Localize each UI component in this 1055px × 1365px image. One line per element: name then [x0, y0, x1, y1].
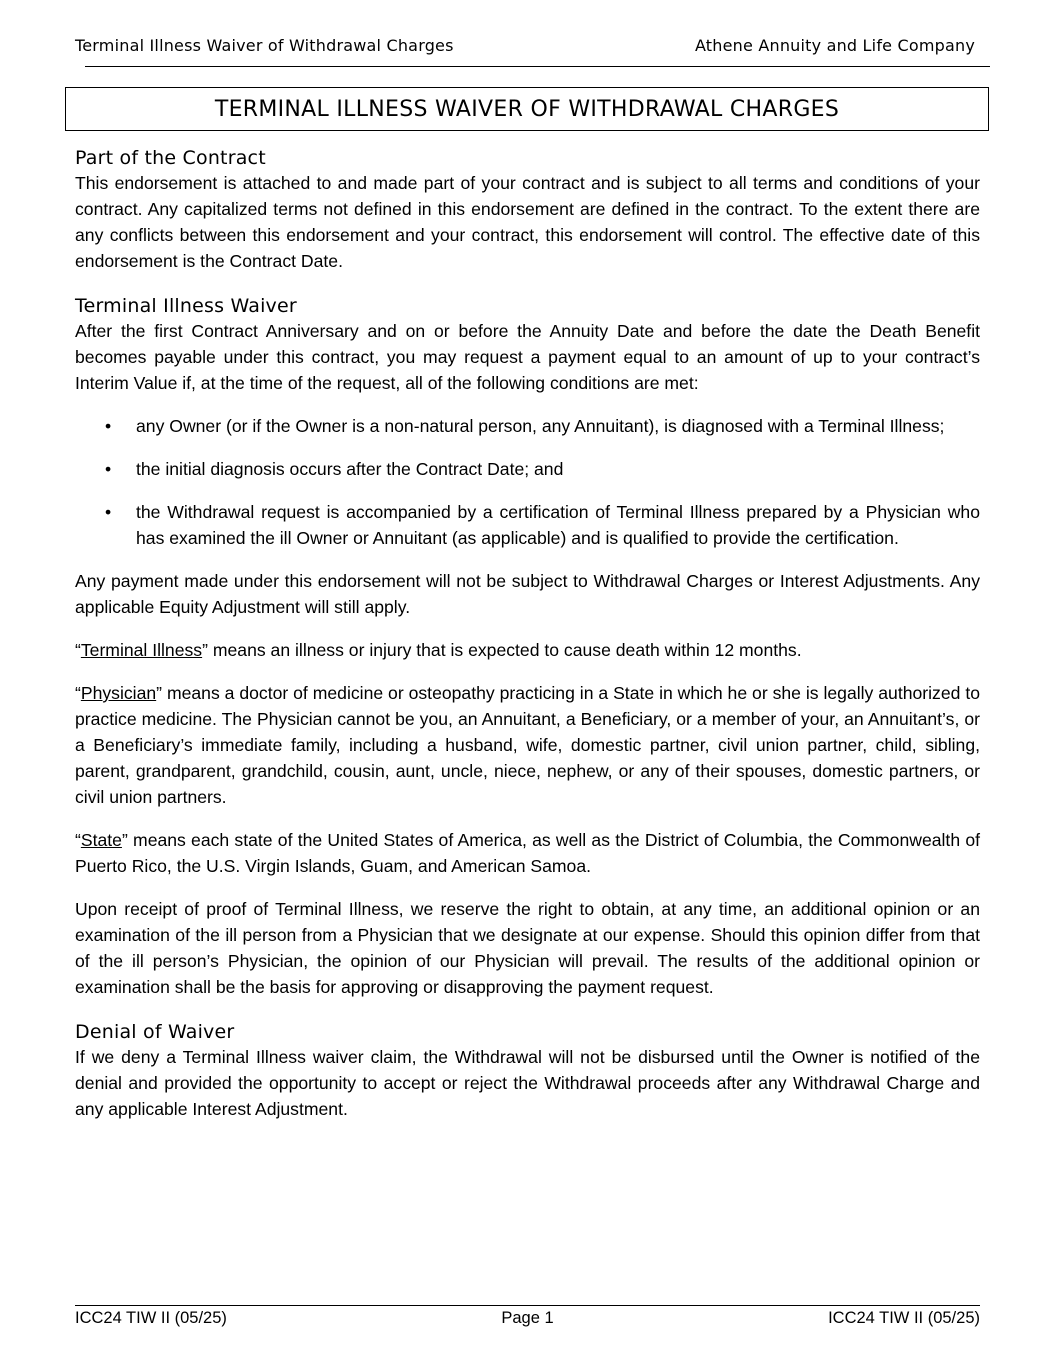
definition-state — [75, 827, 980, 879]
defined-term-state: State — [80, 830, 122, 850]
list-item-text: the Withdrawal request is accompanied by a certification of Terminal Illness prepared by a Physician who has examined the ill Owner or Annuitant (as applicable) and is qualified to provide the certification. — [136, 502, 980, 548]
footer-page-number: Page 1 — [501, 1309, 554, 1327]
bullet-icon: • — [105, 502, 112, 522]
definition-physician — [75, 680, 980, 810]
section-heading-part-of-contract: Part of the Contract — [75, 147, 266, 169]
definition-terminal-illness — [75, 637, 980, 663]
paragraph-waiver-intro: After the first Contract Anniversary and on or before the Annuity Date and before the date the Death Benefit becomes payable under this contract, you may request a payment equal to an amount of up to your contract’s Interim Value if, at the time of the request, all of the following conditions are met: — [75, 321, 980, 393]
definition-text: ” means a doctor of medicine or osteopathy practicing in a State in which he or she is legally authorized to practice medicine. The Physician cannot be you, an Annuitant, a Beneficiary, or a member of your, an Annuitant’s, or a Beneficiary’s immediate family, including a husband, wife, domestic partner, civil union partner, child, sibling, parent, grandparent, grandchild, cousin, aunt, uncle, niece, nephew, or any of their spouses, domestic partners, or civil union partners. — [75, 683, 980, 807]
conditions-list — [75, 413, 980, 551]
section-heading-denial-of-waiver: Denial of Waiver — [75, 1021, 235, 1043]
open-quote: “ — [75, 683, 81, 703]
list-item-text: the initial diagnosis occurs after the Contract Date; and — [136, 459, 564, 479]
paragraph-payment: Any payment made under this endorsement will not be subject to Withdrawal Charges or Interest Adjustments. Any applicable Equity Adjustment will still apply. — [75, 571, 980, 617]
footer-form-number-right: ICC24 TIW II (05/25) — [828, 1309, 980, 1327]
document-title: TERMINAL ILLNESS WAIVER OF WITHDRAWAL CHARGES — [65, 87, 989, 131]
list-item — [75, 413, 980, 439]
footer-form-number-left: ICC24 TIW II (05/25) — [75, 1309, 227, 1327]
header-divider — [85, 66, 990, 67]
footer-divider — [75, 1305, 980, 1306]
defined-term-physician: Physician — [80, 683, 157, 703]
paragraph-denial: If we deny a Terminal Illness waiver claim, the Withdrawal will not be disbursed until the Owner is notified of the denial and provided the opportunity to accept or reject the Withdrawal proceeds after any Withdrawal Charge and any applicable Interest Adjustment. — [75, 1047, 980, 1119]
definition-text: ” means an illness or injury that is expected to cause death within 12 months. — [202, 640, 802, 660]
list-item — [75, 499, 980, 551]
open-quote: “ — [75, 830, 81, 850]
page-footer — [75, 1309, 980, 1331]
list-item — [75, 456, 980, 482]
defined-term-terminal-illness: Terminal Illness — [80, 640, 203, 660]
paragraph-part-of-contract: This endorsement is attached to and made part of your contract and is subject to all terms and conditions of your contract. Any capitalized terms not defined in this endorsement are defined in the contract. To the extent there are any conflicts between this endorsement and your contract, this endorsement will control. The effective date of this endorsement is the Contract Date. — [75, 173, 980, 271]
page-header — [75, 36, 975, 56]
document-body — [75, 146, 980, 1139]
definition-text: ” means each state of the United States of America, as well as the District of Columbia, the Commonwealth of Puerto Rico, the U.S. Virgin Islands, Guam, and American Samoa. — [75, 830, 980, 876]
open-quote: “ — [75, 640, 81, 660]
header-document-title: Terminal Illness Waiver of Withdrawal Charges — [75, 36, 454, 55]
header-company-name: Athene Annuity and Life Company — [694, 36, 975, 55]
list-item-text: any Owner (or if the Owner is a non-natural person, any Annuitant), is diagnosed with a Terminal Illness; — [136, 416, 945, 436]
section-heading-terminal-illness-waiver: Terminal Illness Waiver — [75, 295, 297, 317]
bullet-icon: • — [105, 416, 112, 436]
paragraph-proof: Upon receipt of proof of Terminal Illness, we reserve the right to obtain, at any time, an additional opinion or an examination of the ill person from a Physician that we designate at our expense. Should this opinion differ from that of the ill person’s Physician, the opinion of our Physician will prevail. The results of the additional opinion or examination shall be the basis for approving or disapproving the payment request. — [75, 899, 980, 997]
bullet-icon: • — [105, 459, 112, 479]
